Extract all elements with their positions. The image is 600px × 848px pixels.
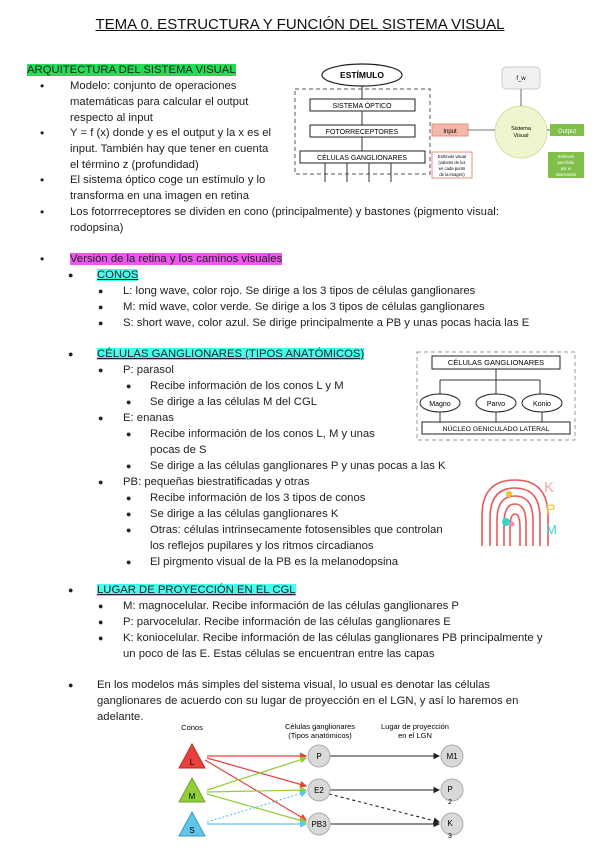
stimulus-flow-diagram: [285, 57, 445, 187]
bullet-icon: ●: [126, 429, 132, 439]
svg-text:P: P: [447, 785, 453, 794]
bullet-icon: ●: [126, 381, 132, 391]
box-sistema-optico-label: SISTEMA ÓPTICO: [332, 103, 392, 110]
svg-text:P: P: [316, 752, 322, 761]
edge-e2-k: [329, 794, 439, 822]
bullet-icon: •: [40, 79, 45, 93]
bullet-formula: Y = f (x) donde y es el output y la x es el input. También hay que tener en cuenta el término z (profundidad): [70, 127, 272, 171]
bullet-icon: ●: [98, 617, 104, 627]
svg-text:PB3: PB3: [311, 820, 327, 829]
bullet-optico: El sistema óptico coge un estímulo y lo transforma en una imagen en retina: [70, 174, 266, 202]
cono-s: S: short wave, color azul. Se dirige principalmente a PB y unas pocas hacia las E: [123, 317, 530, 329]
box-celulas-ganglionares-label: CÉLULAS GANGLIONARES: [317, 155, 407, 162]
bullet-icon: ●: [98, 365, 104, 375]
tipo-e: E: enanas: [123, 412, 174, 424]
bullet-icon: ●: [68, 585, 74, 595]
system-circle: [495, 106, 547, 158]
tipo-pb-otras: Otras: células intrinsecamente fotosensibles que controlan los reflejos pupilares y los ritmos circadianos: [150, 524, 443, 552]
bullet-icon: •: [40, 173, 45, 187]
bullet-icon: ●: [126, 493, 132, 503]
bullet-fotorreceptores: Los fotorrreceptores se dividen en cono (principalmente) y bastones (pigmento visual: rodopsina): [70, 206, 499, 234]
bullet-icon: ●: [126, 557, 132, 567]
section-heading-arquitectura: ARQUITECTURA DEL SISTEMA VISUAL: [27, 64, 236, 76]
svg-text:Input: Input: [443, 129, 457, 135]
cones-pathway-diagram: [165, 720, 475, 848]
bullet-modelo: Modelo: conjunto de operaciones matemáticas para calcular el output respecto al input: [70, 80, 249, 124]
subheading-celulas-ganglionares: CÉLULAS GANGLIONARES (TIPOS ANATÓMICOS): [97, 348, 365, 360]
bullet-icon: ●: [98, 318, 104, 328]
svg-text:Output: Output: [557, 129, 577, 135]
svg-text:f_w: f_w: [516, 76, 526, 82]
bullet-icon: ●: [98, 286, 104, 296]
svg-text:K: K: [447, 819, 453, 828]
svg-text:en cada punto: en cada punto: [438, 166, 466, 171]
bullet-icon: ●: [126, 509, 132, 519]
bullet-icon: ●: [98, 633, 104, 643]
svg-text:NÚCLEO GENICULADO LATERAL: NÚCLEO GENICULADO LATERAL: [442, 426, 550, 433]
svg-text:percibido: percibido: [557, 160, 575, 165]
bullet-icon: ●: [68, 680, 74, 690]
svg-text:3: 3: [448, 833, 452, 840]
visual-system-model-diagram: [428, 62, 588, 182]
page-title: TEMA 0. ESTRUCTURA Y FUNCIÓN DEL SISTEMA VISUAL: [95, 16, 505, 33]
svg-text:por el: por el: [560, 166, 572, 171]
tipo-p: P: parasol: [123, 364, 174, 376]
stimulus-label: ESTÍMULO: [340, 70, 384, 80]
header-conos: Conos: [181, 723, 203, 732]
cone-m-label: M: [188, 792, 196, 801]
section-heading-retina: Versión de la retina y los caminos visuales: [70, 253, 283, 265]
edge-m-pb3: [207, 794, 306, 822]
svg-text:Visual: Visual: [513, 133, 529, 139]
tipo-pb: PB: pequeñas biestratificadas y otras: [123, 476, 310, 488]
svg-text:(Tipos anatómicos): (Tipos anatómicos): [288, 731, 352, 740]
bullet-icon: ●: [98, 601, 104, 611]
svg-text:E2: E2: [314, 786, 324, 795]
tipo-pb-item: Recibe información de los 3 tipos de conos: [150, 492, 366, 504]
svg-text:Magno: Magno: [429, 401, 451, 408]
bullet-icon: ●: [126, 461, 132, 471]
svg-text:CÉLULAS GANGLIONARES: CÉLULAS GANGLIONARES: [447, 358, 545, 367]
cono-l: L: long wave, color rojo. Se dirige a los 3 tipos de células ganglionares: [123, 285, 476, 297]
subheading-lugar-proyeccion: LUGAR DE PROYECCIÓN EN EL CGL: [97, 584, 296, 596]
retina-layers-drawing: [470, 468, 570, 548]
svg-text:observador: observador: [555, 172, 577, 177]
svg-text:Sistema: Sistema: [511, 126, 531, 132]
bullet-icon: ●: [68, 270, 74, 280]
box-fotorreceptores-label: FOTORRECEPTORES: [325, 129, 399, 136]
paragraph-modelos-simples: En los modelos más simples del sistema visual, lo usual es denotar las células ganglionares de acuerdo con su lugar de proyección en el LGN, y así lo haremos en adelante.: [97, 679, 519, 723]
svg-text:M1: M1: [446, 752, 458, 761]
tipo-e-item: Recibe información de los conos L, M y unas pocas de S: [150, 428, 375, 456]
bullet-icon: ●: [126, 525, 132, 535]
header-celulas: Células ganglionares: [284, 722, 356, 731]
cone-l-label: L: [189, 758, 195, 767]
ganglion-lgn-diagram: [412, 350, 582, 442]
bullet-icon: •: [40, 126, 45, 140]
letter-k: K: [544, 479, 555, 496]
bullet-icon: ●: [98, 477, 104, 487]
bullet-icon: ●: [126, 397, 132, 407]
tipo-p-item: Recibe información de los conos L y M: [150, 380, 344, 392]
lgn-m: M: magnocelular. Recibe información de las células ganglionares P: [123, 600, 459, 612]
letter-p: P: [546, 501, 556, 517]
svg-text:de la imagen): de la imagen): [439, 172, 465, 177]
tipo-pb-item: Se dirige a las células ganglionares K: [150, 508, 339, 520]
tipo-p-item: Se dirige a las células M del CGL: [150, 396, 318, 408]
svg-text:2: 2: [448, 799, 452, 806]
cono-m: M: mid wave, color verde. Se dirige a los 3 tipos de células ganglionares: [123, 301, 485, 313]
cone-s-label: S: [189, 826, 195, 835]
header-lugar: Lugar de proyección: [381, 722, 449, 731]
subheading-conos: CONOS: [97, 269, 139, 281]
bullet-icon: ●: [68, 349, 74, 359]
svg-text:(valores de luz: (valores de luz: [438, 160, 466, 165]
svg-text:en el LGN: en el LGN: [398, 731, 432, 740]
lgn-k: K: koniocelular. Recibe información de las células ganglionares PB principalmente y un poco de las E. Estas células se encuentran entre las capas: [123, 632, 543, 660]
tipo-e-item: Se dirige a las células ganglionares P y unas pocas a las K: [150, 460, 446, 472]
svg-text:Estímulo visual: Estímulo visual: [437, 154, 467, 159]
svg-text:Konio: Konio: [533, 401, 551, 408]
svg-text:Estímulo: Estímulo: [557, 154, 575, 159]
tipo-pb-melanopsina: El pirgmento visual de la PB es la melanodopsina: [150, 556, 399, 568]
svg-text:Parvo: Parvo: [486, 401, 506, 408]
bullet-icon: ●: [98, 413, 104, 423]
bullet-icon: ●: [98, 302, 104, 312]
letter-m: M: [546, 522, 557, 537]
lgn-p: P: parvocelular. Recibe información de las células ganglionares E: [123, 616, 451, 628]
bullet-icon: •: [40, 205, 45, 219]
bullet-icon: •: [40, 252, 45, 266]
